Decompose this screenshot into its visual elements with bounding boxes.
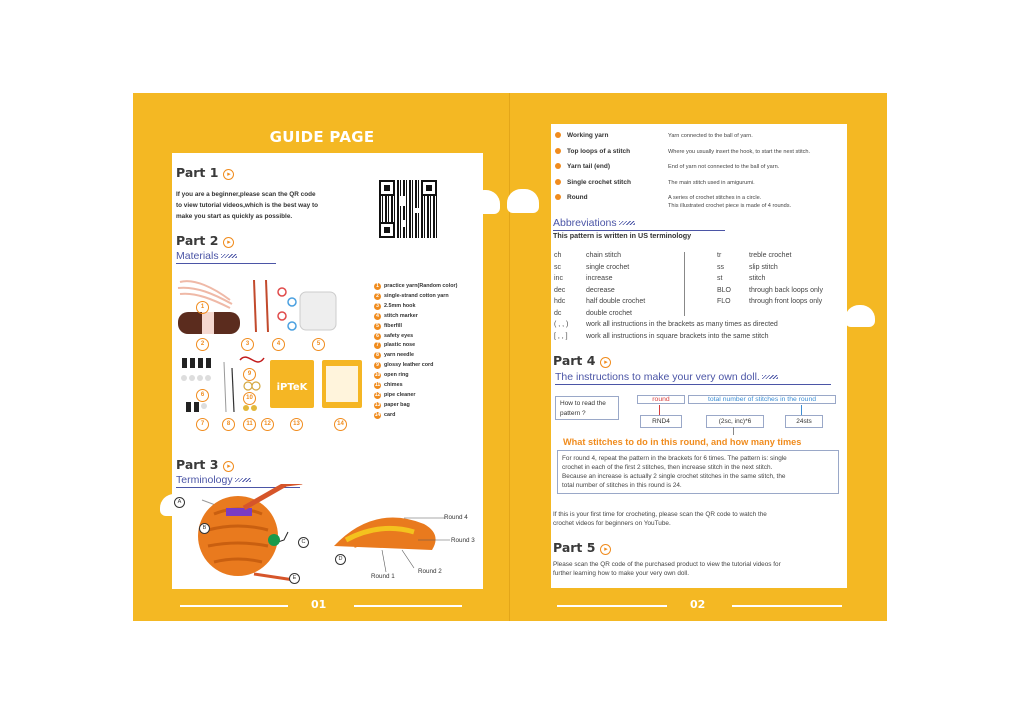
list-item: 11 chimes xyxy=(374,382,403,389)
photo-label: 4 xyxy=(272,338,285,351)
abbreviations-subheading: Abbreviations xyxy=(553,217,635,229)
term-row: Working yarn xyxy=(555,131,608,141)
connector-line xyxy=(801,405,802,415)
terminology-subheading: Terminology xyxy=(176,474,251,486)
photo-label: 9 xyxy=(243,368,256,381)
qr-code[interactable] xyxy=(379,180,437,238)
list-item: 3 2.5mm hook xyxy=(374,302,457,312)
list-item: ( , , ) work all instructions in the brackets as many times as directed xyxy=(554,321,778,328)
term-row: Single crochet stitch xyxy=(555,178,631,188)
bullet-icon xyxy=(555,132,561,138)
bullet-icon xyxy=(555,163,561,169)
photo-label: 11 xyxy=(243,418,256,431)
materials-photo xyxy=(174,272,374,434)
rnd-value: RND4 xyxy=(640,415,682,428)
part1-text: If you are a beginner,please scan the QR code to view tutorial videos,which is the best way to make you start as quickly as possible. xyxy=(176,191,319,220)
part5-text: Please scan the QR code of the purchased product to view the tutorial videos for further learning how to make your very own doll. xyxy=(553,561,781,577)
list-item: ch chain stitch xyxy=(554,252,622,259)
list-item: BLO through back loops only xyxy=(717,286,823,294)
page-number: 01 xyxy=(311,598,327,611)
total-value: 24sts xyxy=(785,415,823,428)
round-label: Round 2 xyxy=(418,568,442,575)
list-item: 6 safety eyes xyxy=(374,332,457,342)
photo-label: 3 xyxy=(241,338,254,351)
term-definition: The main stitch used in amigurumi. xyxy=(668,180,755,186)
card-brand: iPTeK xyxy=(276,382,308,393)
what-stitches-title: What stitches to do in this round, and how many times xyxy=(563,437,802,447)
label-a: A xyxy=(174,497,185,508)
list-item: 12 pipe cleaner xyxy=(374,391,416,398)
photo-label: 14 xyxy=(334,418,347,431)
term-row: Yarn tail (end) xyxy=(555,162,610,172)
round-label: Round 1 xyxy=(371,573,395,580)
label-e: E xyxy=(289,573,300,584)
cloud-decoration-right xyxy=(507,189,539,213)
list-item: 9 glossy leather cord xyxy=(374,361,457,371)
list-item: 8 yarn needle xyxy=(374,351,457,361)
list-item: inc increase xyxy=(554,275,613,282)
round-label: Round 4 xyxy=(444,514,468,521)
photo-label: 10 xyxy=(243,392,256,405)
part2-heading: Part 2 ▸ xyxy=(176,233,234,248)
term-row: Top loops of a stitch xyxy=(555,147,630,157)
footer-line xyxy=(354,605,462,607)
arrow-icon: ▸ xyxy=(223,237,234,248)
photo-label: 1 xyxy=(196,301,209,314)
list-item: 5 fiberfill xyxy=(374,322,457,332)
bullet-icon xyxy=(555,148,561,154)
list-item: 4 stitch marker xyxy=(374,312,457,322)
term-definition: Where you usually insert the hook, to start the next stitch. xyxy=(668,149,811,155)
part4-heading: Part 4 ▸ xyxy=(553,353,611,368)
term-definition: A series of crochet stitches in a circle. This illustrated crochet piece is made of 4 rounds. xyxy=(668,195,792,209)
terminology-note: This pattern is written in US terminology xyxy=(553,231,692,240)
arrow-icon: ▸ xyxy=(600,544,611,555)
bullet-icon xyxy=(555,179,561,185)
spine xyxy=(509,93,510,621)
part5-heading: Part 5 ▸ xyxy=(553,540,611,555)
list-item: 10 open ring xyxy=(374,372,409,379)
footer-line xyxy=(557,605,667,607)
list-item: 2 single-strand cotton yarn xyxy=(374,292,457,302)
page-title: GUIDE PAGE xyxy=(269,128,375,146)
pattern-value: (2sc, inc)*6 xyxy=(706,415,764,428)
explanation-box: For round 4, repeat the pattern in the brackets for 6 times. The pattern is: single crochet in each of the first 2 stitches, then increase stitch in the next stitch. Because an increase is actually 2 single crochet stitches in the same stitch, the total number of stitches in this round is 24. xyxy=(557,450,839,494)
term-definition: Yarn connected to the ball of yarn. xyxy=(668,133,753,139)
arrow-icon: ▸ xyxy=(223,169,234,180)
arrow-icon: ▸ xyxy=(600,357,611,368)
term-definition: End of yarn not connected to the ball of yarn. xyxy=(668,164,780,170)
photo-label: 13 xyxy=(290,418,303,431)
list-item: 13 paper bag xyxy=(374,401,410,408)
photo-label: 2 xyxy=(196,338,209,351)
round-legend: round xyxy=(637,395,685,404)
list-item: 7 plastic nose xyxy=(374,341,457,351)
list-item: dec decrease xyxy=(554,286,615,294)
photo-label: 7 xyxy=(196,418,209,431)
label-b: B xyxy=(199,523,210,534)
round-label: Round 3 xyxy=(451,537,475,544)
practice-yarn-image xyxy=(178,281,240,334)
column-separator xyxy=(684,252,685,316)
arrow-icon: ▸ xyxy=(223,461,234,472)
bullet-icon xyxy=(555,194,561,200)
cloud-decoration-right2 xyxy=(845,305,875,327)
instructions-subheading: The instructions to make your very own doll. xyxy=(555,371,778,383)
part1-heading: Part 1 ▸ xyxy=(176,165,234,180)
list-item: ss slip stitch xyxy=(717,263,778,271)
list-item: sc single crochet xyxy=(554,263,630,271)
footer-line xyxy=(180,605,288,607)
list-item: dc double crochet xyxy=(554,309,632,317)
stitch-markers-image xyxy=(278,288,296,330)
materials-subheading: Materials xyxy=(176,250,237,262)
list-item: [ , , ] work all instructions in square brackets into the same stitch xyxy=(554,332,769,340)
list-item: tr treble crochet xyxy=(717,252,792,259)
photo-label: 5 xyxy=(312,338,325,351)
list-item: 14 card xyxy=(374,411,396,418)
safety-eyes-image xyxy=(181,358,211,412)
total-legend: total number of stitches in the round xyxy=(688,395,836,404)
connector-line xyxy=(733,427,734,435)
materials-list xyxy=(374,282,457,421)
photo-label: 8 xyxy=(222,418,235,431)
list-item: 1 practice yarn(Random color) xyxy=(374,282,457,292)
label-d: D xyxy=(335,554,346,565)
photo-label: 12 xyxy=(261,418,274,431)
how-to-read-box: How to read the pattern ? xyxy=(555,396,619,420)
list-item: hdc half double crochet xyxy=(554,298,646,305)
term-row: Round xyxy=(555,193,588,203)
connector-line xyxy=(659,405,660,415)
video-note: If this is your first time for crocheting, please scan the QR code to watch the crochet videos for beginners on YouTube. xyxy=(553,511,767,527)
list-item: FLO through front loops only xyxy=(717,298,823,305)
photo-label: 6 xyxy=(196,389,209,402)
label-c: C xyxy=(298,537,309,548)
part3-heading: Part 3 ▸ xyxy=(176,457,234,472)
footer-line xyxy=(732,605,842,607)
list-item: st stitch xyxy=(717,275,766,282)
page-number: 02 xyxy=(690,598,706,611)
abbr-list-right xyxy=(717,250,823,308)
